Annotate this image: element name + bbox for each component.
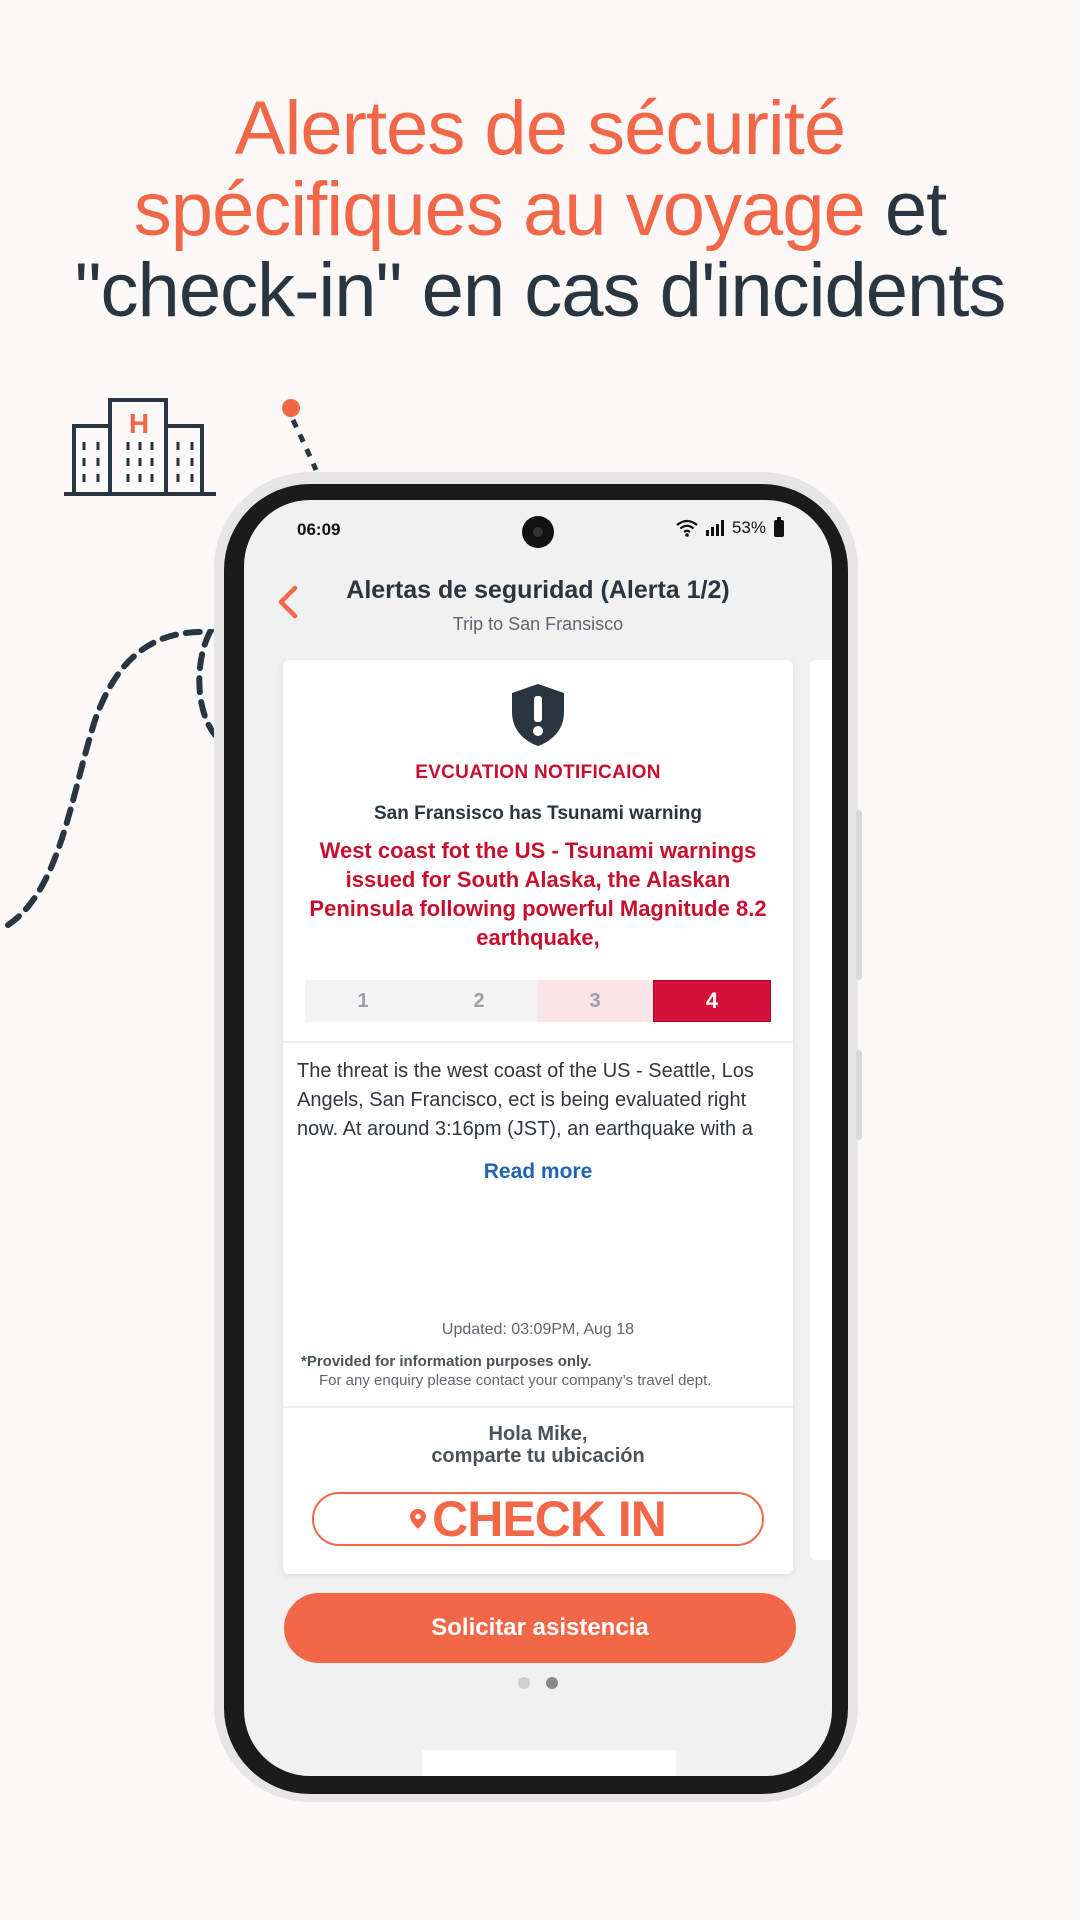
divider (283, 1041, 793, 1043)
check-in-button[interactable] (312, 1492, 764, 1546)
status-time: 06:09 (297, 520, 341, 539)
wifi-icon (676, 519, 698, 537)
severity-level-3: 3 (537, 980, 653, 1022)
phone-screen (244, 500, 832, 1776)
request-assistance-button[interactable]: Solicitar asistencia (284, 1593, 796, 1663)
page-indicator (244, 1677, 832, 1689)
status-bar (244, 500, 832, 560)
location-pin-icon (410, 1509, 426, 1529)
severity-level-2: 2 (421, 980, 537, 1022)
severity-scale (305, 980, 771, 1022)
power-button (856, 1050, 862, 1140)
headline-line2-highlight: spécifiques au voyage (133, 167, 865, 252)
shield-exclamation-icon (508, 682, 568, 748)
checkin-greeting (283, 1423, 793, 1467)
battery-percent: 53% (731, 518, 766, 537)
updated-timestamp: Updated: 03:09PM, Aug 18 (441, 1321, 635, 1338)
disclaimer-text: For any enquiry please contact your company’s travel dept. (319, 1372, 712, 1389)
disclaimer-bold: *Provided for information purposes only. (301, 1353, 592, 1370)
front-camera (522, 516, 554, 548)
severity-level-4-active: 4 (653, 980, 771, 1022)
greeting-line2: comparte tu ubicación (431, 1445, 645, 1467)
next-alert-card-peek[interactable] (810, 660, 832, 1560)
svg-text:H: H (128, 408, 150, 439)
greeting-line1: Hola Mike, (488, 1423, 588, 1445)
headline-line2-plain: et (864, 167, 947, 252)
battery-icon (774, 520, 784, 537)
page-dot-1[interactable] (518, 1677, 530, 1689)
status-icons (676, 518, 784, 538)
page-subtitle: Trip to San Fransisco (452, 614, 624, 634)
alert-type: EVCUATION NOTIFICAION (415, 762, 661, 783)
headline (0, 88, 1080, 331)
volume-button (856, 810, 862, 980)
page-dot-2-active[interactable] (546, 1677, 558, 1689)
headline-line1: Alertes de sécurité (234, 86, 846, 171)
alert-headline: West coast fot the US - Tsunami warnings issued for South Alaska, the Alaskan Peninsula following powerful Magnitude 8.2 earthquake, (309, 838, 767, 950)
check-in-label: CHECK IN (432, 1491, 666, 1547)
divider (283, 1406, 793, 1408)
home-indicator (422, 1750, 676, 1776)
hotel-icon (64, 400, 216, 494)
page-title: Alertas de seguridad (Alerta 1/2) (346, 576, 730, 604)
alert-card (283, 660, 793, 1574)
signal-icon (706, 520, 724, 536)
alert-summary: San Fransisco has Tsunami warning (373, 803, 702, 824)
severity-level-1: 1 (305, 980, 421, 1022)
read-more-link[interactable]: Read more (483, 1160, 593, 1183)
headline-line3: "check-in" en cas d'incidents (74, 248, 1006, 333)
alert-body: The threat is the west coast of the US - Seattle, Los Angels, San Francisco, ect is being evaluated right now. At around 3:16pm (JST), an earthquake with a (297, 1060, 754, 1140)
